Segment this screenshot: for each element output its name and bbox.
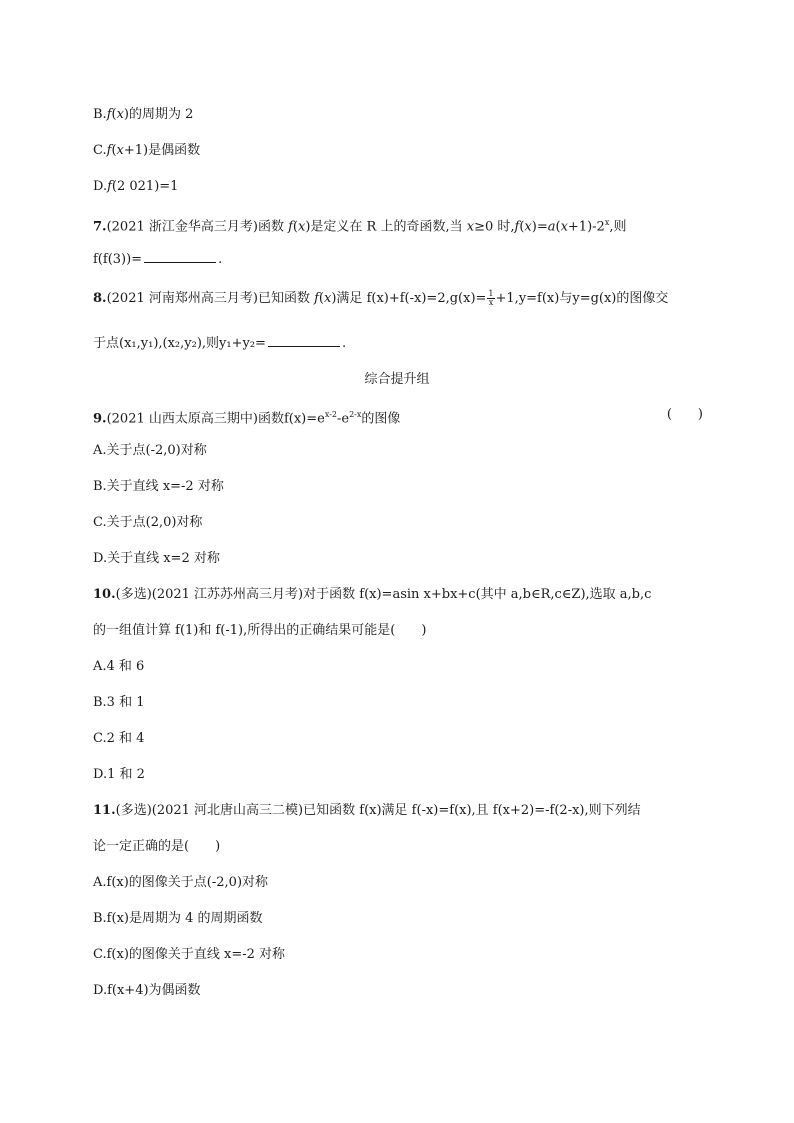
answer-blank-q8[interactable]: [268, 334, 340, 347]
question-11-line-1: 11.(多选)(2021 河北唐山高三二模)已知函数 f(x)满足 f(-x)=f(x),且 f(x+2)=-f(2-x),则下列结: [93, 803, 641, 818]
answer-blank-q7[interactable]: [144, 250, 216, 263]
option-d-q11: D.f(x+4)为偶函数: [93, 983, 201, 998]
option-a-q11: A.f(x)的图像关于点(-2,0)对称: [93, 875, 269, 890]
question-10-line-2: 的一组值计算 f(1)和 f(-1),所得出的正确结果可能是( ): [93, 623, 427, 638]
option-c-q11: C.f(x)的图像关于直线 x=-2 对称: [93, 947, 286, 962]
option-b-q10: B.3 和 1: [93, 695, 145, 710]
option-b-q11: B.f(x)是周期为 4 的周期函数: [93, 911, 263, 926]
question-9-stem: 9.(2021 山西太原高三期中)函数$f(x)=e^{x-2}-e^{2-x}$的图像 ( ): [93, 407, 703, 427]
option-c-q10: C.2 和 4: [93, 731, 145, 746]
option-b-q6: B.f(x)的周期为 2: [93, 107, 194, 122]
fraction-1-over-x: $\frac{1}{x}$: [488, 289, 494, 307]
option-d-q6: D.f(2 021)=1: [93, 179, 179, 194]
option-a-q9: A.关于点(-2,0)对称: [93, 443, 207, 458]
question-11-line-2: 论一定正确的是( ): [93, 839, 221, 854]
option-d-q10: D.1 和 2: [93, 767, 145, 782]
question-10-line-1: 10.(多选)(2021 江苏苏州高三月考)对于函数 f(x)=asin x+bx+c(其中 a,b∈R,c∈Z),选取 a,b,c: [93, 587, 652, 602]
question-8-line-1: 8.(2021 河南郑州高三月考)已知函数 f(x)满足 f(x)+f(-x)=2,g(x)= $\frac{1}{x}$ +1,y=f(x)与y=g(x)的图像交: [93, 289, 669, 307]
option-a-q10: A.4 和 6: [93, 659, 145, 674]
question-8-line-2: 于点(x₁,y₁),(x₂,y₂),则y₁+y₂= .: [93, 336, 347, 351]
section-heading: 综合提升组: [364, 372, 430, 387]
answer-paren-q9[interactable]: ( ): [666, 407, 703, 422]
question-7-line-2: f(f(3))= .: [93, 252, 223, 267]
option-d-q9: D.关于直线 x=2 对称: [93, 551, 220, 566]
option-b-q9: B.关于直线 x=-2 对称: [93, 479, 224, 494]
option-c-q6: C.f(x+1)是偶函数: [93, 143, 201, 158]
option-c-q9: C.关于点(2,0)对称: [93, 515, 203, 530]
question-7-line-1: 7.(2021 浙江金华高三月考)函数 f(x)是定义在 R 上的奇函数,当 x≥0 时$,f(x)=a(x+1)-2^x$,则: [93, 218, 627, 235]
